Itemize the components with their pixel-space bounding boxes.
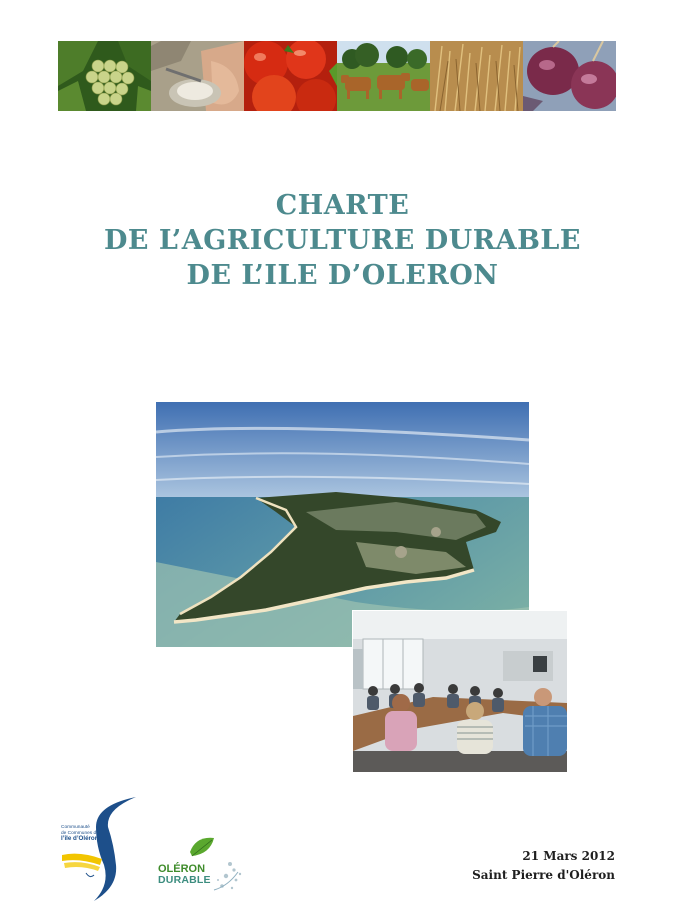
- grapes-photo: [58, 41, 151, 111]
- cow-icon: [337, 41, 430, 111]
- meeting-photo: [352, 610, 567, 772]
- document-place: Saint Pierre d'Oléron: [472, 868, 615, 882]
- title-line-2: DE L’AGRICULTURE DURABLE: [104, 225, 581, 256]
- document-date: 21 Mars 2012: [522, 849, 615, 863]
- wheat-photo: [430, 41, 523, 111]
- footer-date-place: [472, 847, 615, 885]
- communaute-de-communes-label: [61, 825, 107, 842]
- oleron-wordmark-line-1: OLÉRON: [158, 863, 206, 875]
- meeting-room-icon: [353, 611, 567, 772]
- oyster-photo: [151, 41, 244, 111]
- cdc-label-line-2: de Communes de: [61, 830, 99, 836]
- oleron-durable-wordmark: [158, 864, 211, 886]
- cdc-label-line-1: Communauté: [61, 825, 90, 830]
- document-title: [0, 188, 685, 293]
- communaute-de-communes-logo: [56, 795, 138, 903]
- oleron-wordmark-line-2: DURABLE: [158, 874, 211, 886]
- cattle-photo: [337, 41, 430, 111]
- title-line-1: CHARTE: [275, 190, 410, 221]
- tomato-icon: [244, 41, 337, 111]
- wheat-icon: [430, 41, 523, 111]
- tomatoes-photo: [244, 41, 337, 111]
- onion-icon: [523, 41, 616, 111]
- swoosh-logo-icon: [56, 795, 138, 903]
- photo-banner: [58, 41, 616, 111]
- cdc-label-line-3: l’île d’Oléron: [61, 835, 99, 843]
- grapes-icon: [58, 41, 151, 111]
- oyster-icon: [151, 41, 244, 111]
- onions-photo: [523, 41, 616, 111]
- title-line-3: DE L’ILE D’OLERON: [186, 260, 499, 291]
